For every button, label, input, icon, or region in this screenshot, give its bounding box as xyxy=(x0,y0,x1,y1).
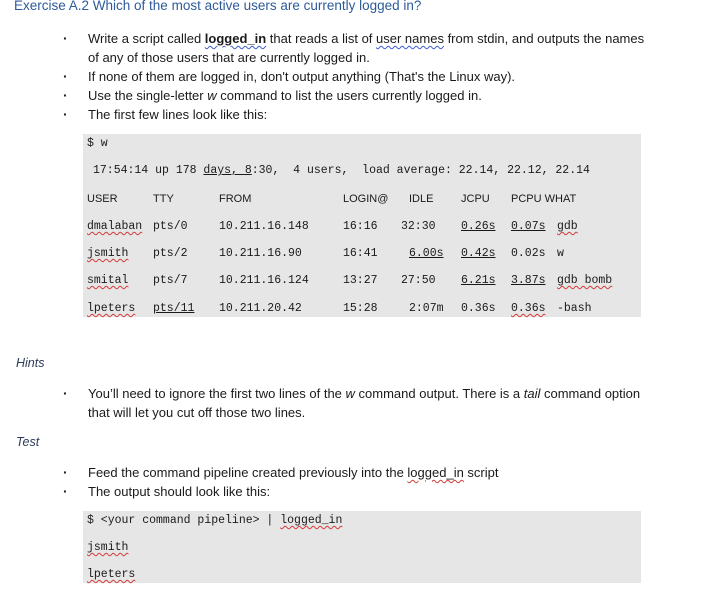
table-row-what: w xyxy=(557,247,564,260)
table-row-login: 15:28 xyxy=(343,302,378,315)
hint-bullet-tail: · You’ll need to ignore the first two lines of the w command output. There is a tail command option that will let you cut off those two lines. xyxy=(88,384,648,422)
col-header-login: LOGIN@ xyxy=(343,193,389,205)
w-prompt: $ w xyxy=(87,137,108,150)
table-row-tty: pts/2 xyxy=(153,247,188,260)
table-row-login: 16:16 xyxy=(343,220,378,233)
table-row-login: 16:41 xyxy=(343,247,378,260)
bullet-write-script: · Write a script called logged_in that reads a list of user names from stdin, and outputs the names of any of those users that are currently logged in. xyxy=(88,29,648,67)
test-bullet-output: · The output should look like this: xyxy=(88,482,648,501)
table-row-idle: 32:30 xyxy=(401,220,436,233)
table-row-what: gdb bomb xyxy=(557,274,613,287)
col-header-from: FROM xyxy=(219,193,252,205)
bullet-first-lines: · The first few lines look like this: xyxy=(88,105,648,124)
hints-label: Hints xyxy=(16,356,45,370)
table-row-what: gdb xyxy=(557,220,578,233)
table-row-jcpu: 6.21s xyxy=(461,274,496,287)
table-row-user: jsmith xyxy=(87,247,129,260)
table-row-from: 10.211.16.124 xyxy=(219,274,309,287)
col-header-pcpu-what: PCPU WHAT xyxy=(511,193,577,205)
table-row-jcpu: 0.42s xyxy=(461,247,496,260)
table-row-tty: pts/7 xyxy=(153,274,188,287)
table-row-from: 10.211.16.148 xyxy=(219,220,309,233)
w-output-block xyxy=(83,134,641,317)
table-row-idle: 6.00s xyxy=(409,247,444,260)
table-row-from: 10.211.16.90 xyxy=(219,247,302,260)
table-row-user: smital xyxy=(87,274,129,287)
col-header-jcpu: JCPU xyxy=(461,193,490,205)
test-bullet-feed: · Feed the command pipeline created previously into the logged_in script xyxy=(88,463,648,482)
user-names-term: user names xyxy=(376,31,444,46)
bullet-use-w: · Use the single-letter w command to list the users currently logged in. xyxy=(88,86,648,105)
table-row-user: dmalaban xyxy=(87,220,143,233)
result-output-block xyxy=(83,511,641,583)
pipeline-command: $ <your command pipeline> | logged_in xyxy=(87,514,343,527)
table-row-pcpu: 0.07s xyxy=(511,220,546,233)
table-row-pcpu: 3.87s xyxy=(511,274,546,287)
col-header-tty: TTY xyxy=(153,193,174,205)
table-row-user: lpeters xyxy=(87,302,136,315)
table-row-what: -bash xyxy=(557,302,592,315)
table-row-pcpu: 0.36s xyxy=(511,302,546,315)
table-row-idle: 27:50 xyxy=(401,274,436,287)
col-header-idle: IDLE xyxy=(409,193,434,205)
exercise-title: Exercise A.2 Which of the most active users are currently logged in? xyxy=(14,0,422,13)
table-row-tty: pts/11 xyxy=(153,302,195,315)
table-row-idle: 2:07m xyxy=(409,302,444,315)
table-row-jcpu: 0.26s xyxy=(461,220,496,233)
result-line: lpeters xyxy=(87,568,136,581)
bullet-no-output: · If none of them are logged in, don't output anything (That's the Linux way). xyxy=(88,67,648,86)
test-label: Test xyxy=(16,435,40,449)
table-row-login: 13:27 xyxy=(343,274,378,287)
result-line: jsmith xyxy=(87,541,129,554)
table-row-pcpu: 0.02s xyxy=(511,247,546,260)
table-row-jcpu: 0.36s xyxy=(461,302,496,315)
table-row-tty: pts/0 xyxy=(153,220,188,233)
script-name: logged_in xyxy=(204,31,267,46)
table-row-from: 10.211.20.42 xyxy=(219,302,302,315)
col-header-user: USER xyxy=(87,193,118,205)
uptime-line: 17:54:14 up 178 days, 8:30, 4 users, load average: 22.14, 22.12, 22.14 xyxy=(93,164,590,177)
